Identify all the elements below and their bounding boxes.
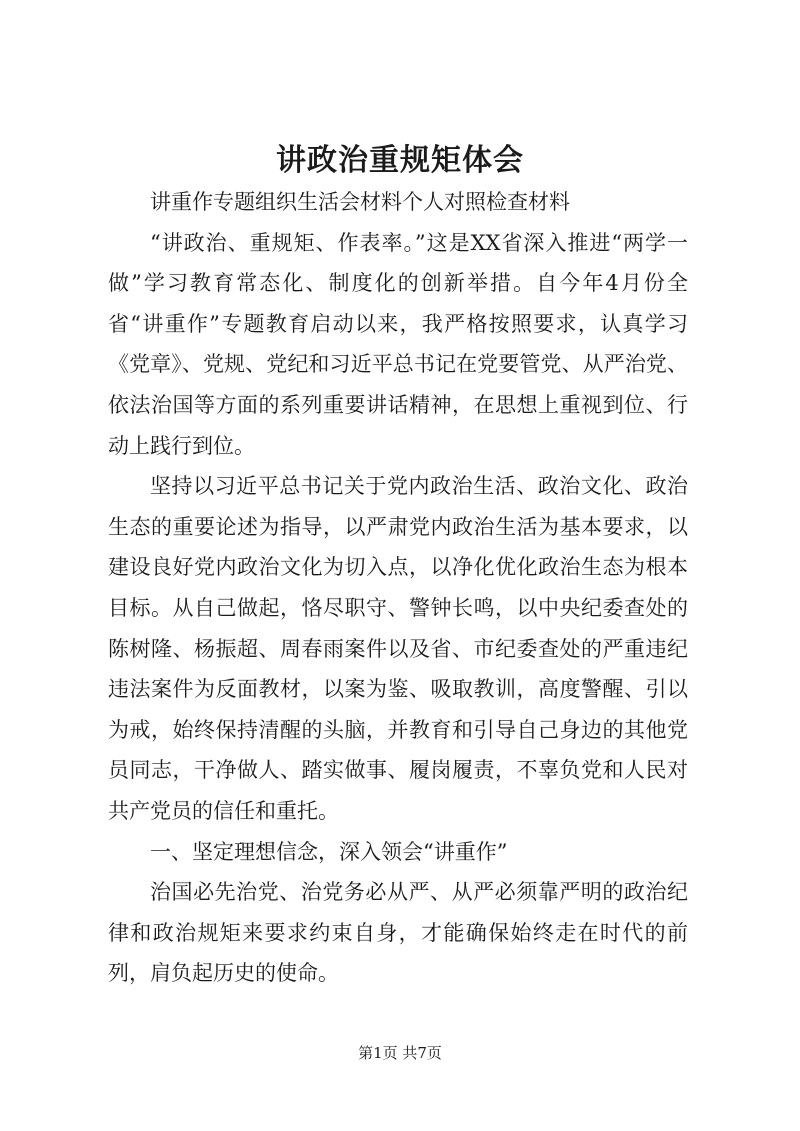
paragraph-section-one: 治国必先治党、治党务必从严、从严必须靠严明的政治纪律和政治规矩来要求约束自身，才能确保始终走在时代的前列，肩负起历史的使命。 xyxy=(108,880,688,986)
paragraph-guidance: 坚持以习近平总书记关于党内政治生活、政治文化、政治生态的重要论述为指导，以严肃党内政治生活为基本要求，以建设良好党内政治文化为切入点，以净化优化政治生态为根本目标。从自己做起，恪尽职守、警钟长鸣，以中央纪委查处的陈树隆、杨振超、周春雨案件以及省、市纪委查处的严重违纪违法案件为反面教材，以案为鉴、吸取教训，高度警醒、引以为戒，始终保持清醒的头脑，并教育和引导自己身边的其他党员同志，干净做人、踏实做事、履岗履责，不辜负党和人民对共产党员的信任和重托。 xyxy=(108,474,688,823)
page-number-footer: 第1页 共7页 xyxy=(358,1044,442,1062)
paragraph-subtitle: 讲重作专题组织生活会材料个人对照检查材料 xyxy=(150,190,570,214)
document-body xyxy=(108,182,688,994)
document-title: 讲政治重规矩体会 xyxy=(276,143,524,178)
section-heading: 一、坚定理想信念，深入领会“讲重作” xyxy=(150,839,508,864)
paragraph-intro: “讲政治、重规矩、作表率。”这是XX省深入推进“两学一做”学习教育常态化、制度化的创新举措。自今年4月份全省“讲重作”专题教育启动以来，我严格按照要求，认真学习《党章》、党规、党纪和习近平总书记在党要管党、从严治党、依法治国等方面的系列重要讲话精神，在思想上重视到位、行动上践行到位。 xyxy=(108,230,688,458)
